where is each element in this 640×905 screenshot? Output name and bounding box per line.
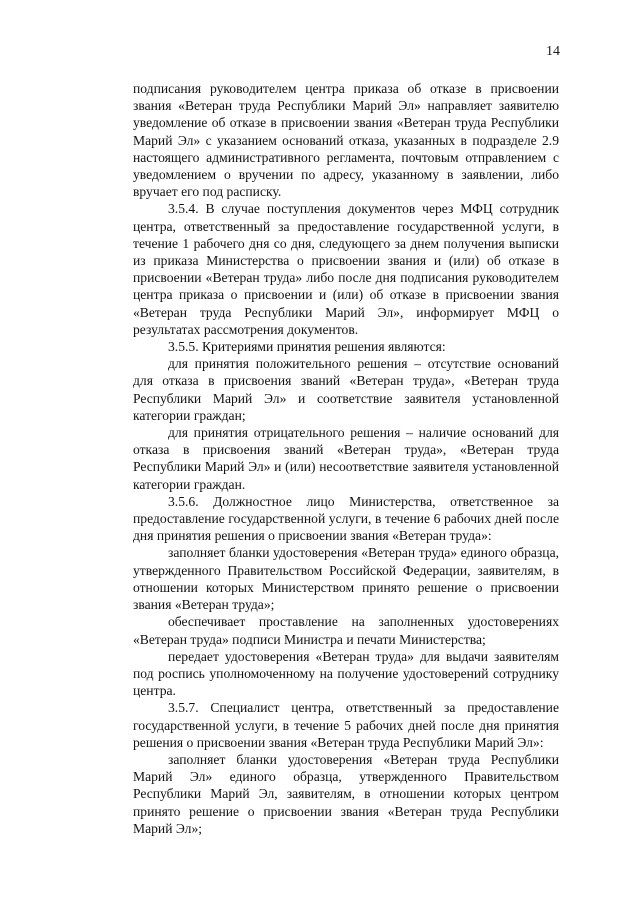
paragraph-positive-criteria: для принятия положительного решения – отсутствие оснований для отказа в присвоения званий «Ветеран труда», «Ветеран труда Республики Марий Эл» и соответствие заявителя установленной категории граждан; (133, 356, 559, 423)
paragraph-3-5-6: 3.5.6. Должностное лицо Министерства, ответственное за предоставление государственной услуги, в течение 6 рабочих дней после дня принятия решения о присвоении звания «Ветеран труда»: (133, 493, 559, 544)
paragraph-refusal-notice: подписания руководителем центра приказа об отказе в присвоении звания «Ветеран труда Республики Марий Эл» направляет заявителю уведомление об отказе в присвоении звания «Ветеран труда Республики Марий Эл» с указанием оснований отказа, указанных в подразделе 2.9 настоящего административного регламента, почтовым отправлением с уведомлением о вручении по адресу, указанному в заявлении, либо вручает его под расписку. (133, 81, 559, 200)
paragraph-negative-criteria: для принятия отрицательного решения – наличие оснований для отказа в присвоения званий «Ветеран труда», «Ветеран труда Республики Марий Эл» и (или) несоответствие заявителя установленной категории граждан. (133, 425, 559, 492)
paragraph-signature-seal: обеспечивает проставление на заполненных удостоверениях «Ветеран труда» подписи Министра и печати Министерства; (133, 614, 559, 647)
paragraph-transfer-certificates: передает удостоверения «Ветеран труда» для выдачи заявителям под роспись уполномоченному на получение удостоверений сотруднику центра. (133, 648, 559, 699)
page-number: 14 (546, 44, 560, 59)
paragraph-3-5-7: 3.5.7. Специалист центра, ответственный за предоставление государственной услуги, в течение 5 рабочих дней после дня принятия решения о присвоении звания «Ветеран труда Республики Марий Эл»: (133, 700, 559, 750)
paragraph-3-5-4: 3.5.4. В случае поступления документов через МФЦ сотрудник центра, ответственный за предоставление государственной услуги, в течение 1 рабочего дня со дня, следующего за днем получения выписки из приказа Министерства о присвоении звания и (или) об отказе в присвоении «Ветеран труда» либо после дня подписания руководителем центра приказа о присвоении и (или) об отказе в присвоении звания «Ветеран труда Республики Марий Эл», информирует МФЦ о результатах рассмотрения документов. (133, 201, 559, 337)
paragraph-3-5-5: 3.5.5. Критериями принятия решения являются: (168, 339, 446, 355)
paragraph-fills-forms: заполняет бланки удостоверения «Ветеран труда» единого образца, утвержденного Правительством Российской Федерации, заявителям, в отношении которых Министерством принято решение о присвоении звания «Ветеран труда»; (133, 545, 559, 613)
document-body (133, 80, 559, 837)
paragraph-fills-forms-mari-el: заполняет бланки удостоверения «Ветеран труда Республики Марий Эл» единого образца, утвержденного Правительством Республики Марий Эл, заявителям, в отношении которых центром принято решение о присвоении звания «Ветеран труда Республики Марий Эл»; (133, 751, 559, 836)
